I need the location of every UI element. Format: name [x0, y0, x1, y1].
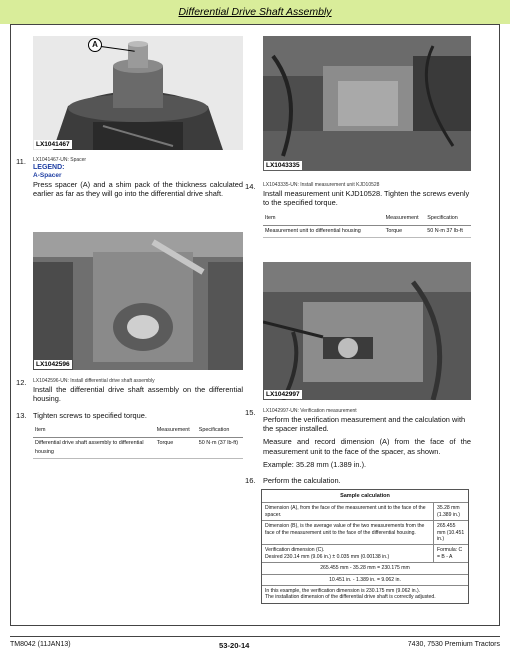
photo-label: LX1043335: [266, 162, 300, 169]
callout-a: A: [88, 38, 102, 52]
spec-measurement: Torque: [384, 225, 426, 237]
step-text: Press spacer (A) and a shim pack of the thickness calculated earlier as far as they will go into the differential drive shaft.: [33, 180, 243, 199]
calc-note: [262, 586, 468, 603]
photo-label: LX1042997: [266, 391, 300, 398]
calc-desc: [262, 545, 434, 562]
step-text: Install measurement unit KJD10528. Tighten the screws evenly to the specified torque.: [263, 189, 470, 208]
calc-desc: Dimension (A), from the face of the measurement unit to the face of the spacer.: [262, 503, 434, 520]
calc-equation-mm: 265.455 mm - 35.28 mm = 230.175 mm: [262, 563, 468, 574]
spec-item: Measurement unit to differential housing: [263, 225, 384, 237]
photo-drive-shaft-assembly: [33, 232, 243, 370]
footer-doc-id: TM8042 (11JAN13): [10, 641, 71, 648]
spec-header-specification: Specification: [425, 213, 471, 225]
photo-measurement-unit: [263, 36, 471, 171]
calc-note-line: The installation dimension of the differential drive shaft is correctly adjusted.: [265, 594, 436, 601]
spec-header-item: Item: [263, 213, 384, 225]
step-example: Example: 35.28 mm (1.389 in.).: [263, 459, 367, 469]
legend-item: A-Spacer: [33, 172, 62, 179]
spec-header-specification: Specification: [197, 425, 243, 437]
calc-desc-line: Verification dimension (C).: [265, 547, 325, 554]
step-number: 16.: [245, 476, 256, 485]
photo-label: LX1042596: [36, 361, 70, 368]
step-number: 12.: [16, 378, 27, 387]
step-14: [263, 182, 471, 238]
footer-page-number: 53-20-14: [219, 641, 250, 650]
spec-item: Differential drive shaft assembly to differential housing: [33, 437, 155, 459]
step-caption: LX1041467-UN: Spacer: [33, 157, 87, 163]
spec-measurement: Torque: [155, 437, 197, 459]
calc-equation-in: 10.451 in. - 1.389 in. = 9.062 in.: [262, 575, 468, 586]
calc-row: [262, 521, 468, 545]
step-number: 15.: [245, 408, 256, 417]
calc-desc-line: Desired 230.14 mm (9.06 in.) ± 0.035 mm (0.00138 in.): [265, 553, 390, 560]
step-11: [33, 157, 243, 198]
calc-desc: Dimension (B), is the average value of the two measurements from the face of the measurement unit to the face of the differential housing.: [262, 521, 434, 544]
calc-row: [262, 503, 468, 521]
footer-product: 7430, 7530 Premium Tractors: [407, 641, 500, 648]
page-title: Differential Drive Shaft Assembly: [178, 6, 332, 18]
spec-header-item: Item: [33, 425, 155, 437]
spec-header-measurement: Measurement: [155, 425, 197, 437]
spec-table: [263, 213, 471, 238]
spec-value: 50 N·m (37 lb-ft): [197, 437, 243, 459]
step-number: 13.: [16, 411, 27, 420]
step-text: Tighten screws to specified torque.: [33, 411, 147, 420]
step-text: Install the differential drive shaft assembly on the differential housing.: [33, 385, 243, 404]
photo-label: LX1041467: [36, 141, 70, 148]
calc-note-line: In this example, the verification dimension is 230.175 mm (9.062 in.).: [265, 588, 421, 595]
step-13: [33, 411, 243, 459]
step-caption: LX1042596-UN: Install differential drive shaft assembly: [33, 378, 155, 384]
page-header: [0, 0, 510, 24]
step-12: [33, 378, 243, 403]
step-caption: LX1042997-UN: Verification measurement: [263, 408, 357, 414]
step-text: Measure and record dimension (A) from the face of the measurement unit to the face of the spacer, as shown.: [263, 437, 471, 456]
step-number: 11.: [16, 157, 26, 166]
photo-spacer: [33, 36, 243, 150]
calc-title: Sample calculation: [262, 490, 468, 503]
footer-rule: [10, 636, 500, 637]
step-caption: LX1043335-UN: Install measurement unit KJD10528: [263, 182, 380, 188]
legend-heading: LEGEND:: [33, 164, 65, 171]
calc-row: [262, 545, 468, 563]
step-15: [263, 408, 471, 469]
photo-verification-measurement: [263, 262, 471, 400]
step-text: Perform the calculation.: [263, 476, 341, 485]
step-16: [263, 476, 471, 485]
calc-formula: Formula: C = B - A: [437, 547, 463, 560]
step-text: Perform the verification measurement and the calculation with the spacer installed.: [263, 415, 466, 434]
spec-header-measurement: Measurement: [384, 213, 426, 225]
sample-calculation-table: [261, 489, 469, 604]
spec-value: 50 N·m 37 lb-ft: [425, 225, 471, 237]
calc-value: 35.28 mm (1.389 in.): [437, 505, 460, 518]
calc-value: 265.455 mm (10.451 in.): [437, 523, 465, 543]
step-number: 14.: [245, 182, 256, 191]
spec-table: [33, 425, 243, 459]
